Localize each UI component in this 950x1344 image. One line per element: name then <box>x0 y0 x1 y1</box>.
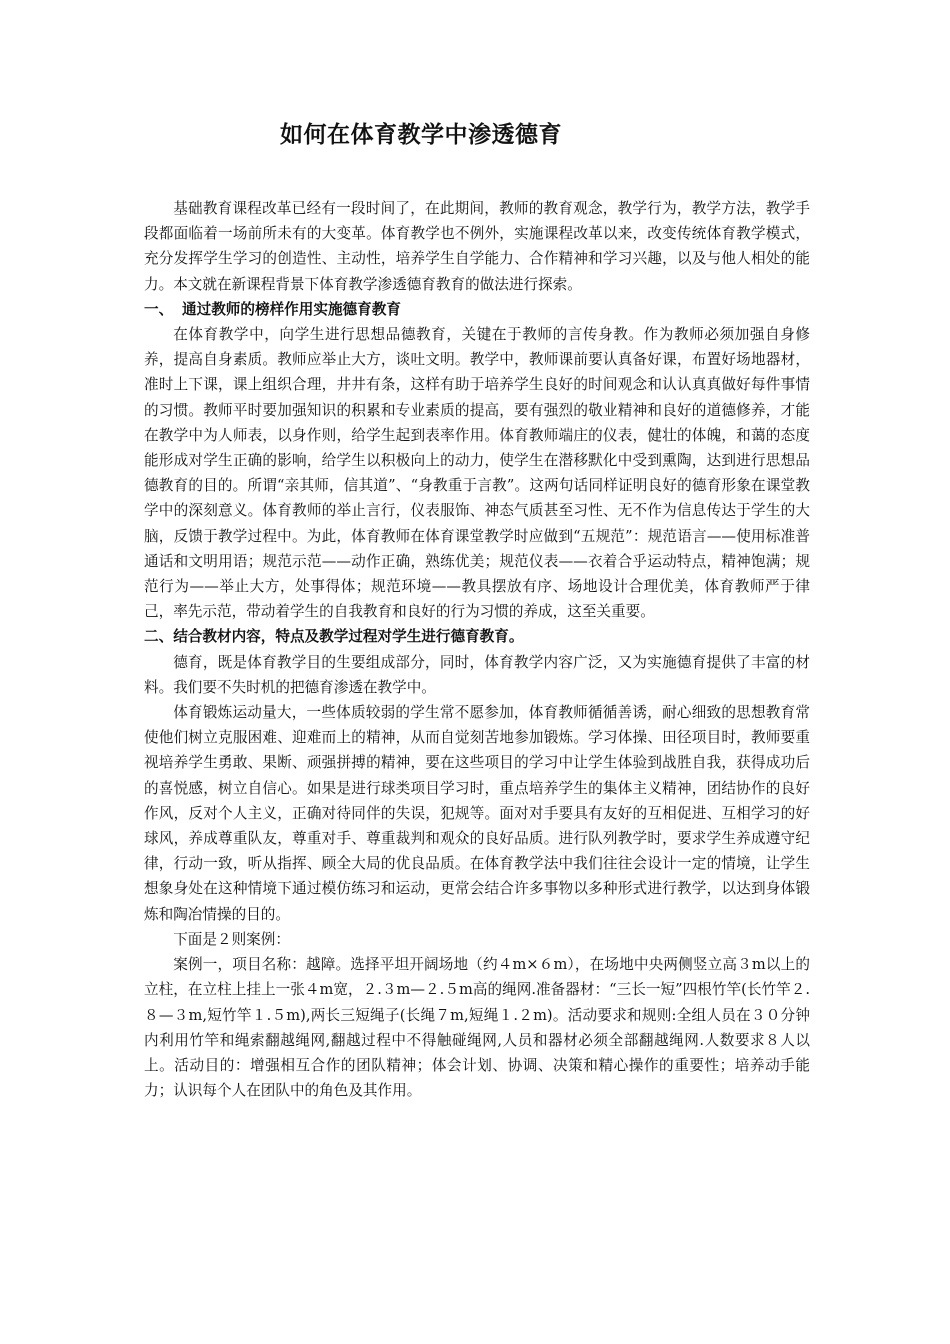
section-1-paragraph: 在体育教学中，向学生进行思想品德教育，关键在于教师的言传身教。作为教师必须加强自身修养，提高自身素质。教师应举止大方，谈吐文明。教学中，教师课前要认真备好课，布置好场地器材，准时上下课，课上组织合理，井井有条，这样有助于培养学生良好的时间观念和认认真真做好每件事情的习惯。教师平时要加强知识的积累和专业素质的提高，要有强烈的敬业精神和良好的道德修养，才能在教学中为人师表，以身作则，给学生起到表率作用。体育教师端庄的仪表，健壮的体魄，和蔼的态度能形成对学生正确的影响，给学生以积极向上的动力，使学生在潜移默化中受到熏陶，达到进行思想品德教育的目的。所谓“亲其师，信其道”、“身教重于言教”。这两句话同样证明良好的德育形象在课堂教学中的深刻意义。体育教师的举止言行，仪表服饰、神态气质甚至习性、无不作为信息传达于学生的大脑，反馈于教学过程中。为此，体育教师在体育课堂教学时应做到“五规范”：规范语言——使用标准普通话和文明用语；规范示范——动作正确，熟练优美；规范仪表——衣着合乎运动特点，精神饱满；规范行为——举止大方，处事得体；规范环境——教具摆放有序、场地设计合理优美，体育教师严于律己，率先示范，带动着学生的自我教育和良好的行为习惯的养成，这至关重要。 <box>144 326 810 621</box>
section-1-heading <box>144 297 810 322</box>
intro-paragraph: 基础教育课程改革已经有一段时间了，在此期间，教师的教育观念，教学行为，教学方法，教学手段都面临着一场前所未有的大变革。体育教学也不例外，实施课程改革以来，改变传统体育教学模式，充分发挥学生学习的创造性、主动性，培养学生自学能力、合作精神和学习兴趣，以及与他人相处的能力。本文就在新课程背景下体育教学渗透德育教育的做法进行探索。 <box>144 200 810 293</box>
section-2-paragraph: 下面是２则案例： <box>173 930 290 948</box>
section-1-number: 一、 <box>144 300 174 318</box>
section-2-paragraph: 德育，既是体育教学目的生要组成部分，同时，体育教学内容广泛，又为实施德育提供了丰富的材料。我们要不失时机的把德育渗透在教学中。 <box>144 653 810 696</box>
section-2-paragraph: 案例一，项目名称：越障。选择平坦开阔场地（约４m×６m），在场地中央两侧竖立高３m以上的立柱，在立柱上挂上一张４m宽，２.３m—２.５m高的绳网.准备器材：“三长一短”四根竹竿(长竹竿２.８—３m,短竹竿１.５m),两长三短绳子(长绳７m,短绳１.２m)。活动要求和规则:全组人员在３０分钟内利用竹竿和绳索翻越绳网,翻越过程中不得触碰绳网,人员和器材必须全部翻越绳网.人数要求８人以上。活动目的：增强相互合作的团队精神；体会计划、协调、决策和精心操作的重要性；培养动手能力；认识每个人在团队中的角色及其作用。 <box>144 956 810 1100</box>
section-1-title: 通过教师的榜样作用实施德育教育 <box>182 300 401 318</box>
document-body <box>144 196 810 1103</box>
section-2-heading: 二、结合教材内容，特点及教学过程对学生进行德育教育。 <box>144 628 524 646</box>
section-2-paragraph: 体育锻炼运动量大，一些体质较弱的学生常不愿参加，体育教师循循善诱，耐心细致的思想教育常使他们树立克服困难、迎难而上的精神，从而自觉刻苦地参加锻炼。学习体操、田径项目时，教师要重视培养学生勇敢、果断、顽强拼搏的精神，要在这些项目的学习中让学生体验到战胜自我，获得成功后的喜悦感，树立自信心。如果是进行球类项目学习时，重点培养学生的集体主义精神，团结协作的良好作风，反对个人主义，正确对待同伴的失误，犯规等。面对对手要具有友好的互相促进、互相学习的好球风，养成尊重队友，尊重对手、尊重裁判和观众的良好品质。进行队列教学时，要求学生养成遵守纪律，行动一致，听从指挥、顾全大局的优良品质。在体育教学法中我们往往会设计一定的情境，让学生想象身处在这种情境下通过模仿练习和运动，更常会结合许多事物以多种形式进行教学，以达到身体锻炼和陶冶情操的目的。 <box>144 704 810 923</box>
document-title: 如何在体育教学中渗透德育 <box>280 122 562 148</box>
